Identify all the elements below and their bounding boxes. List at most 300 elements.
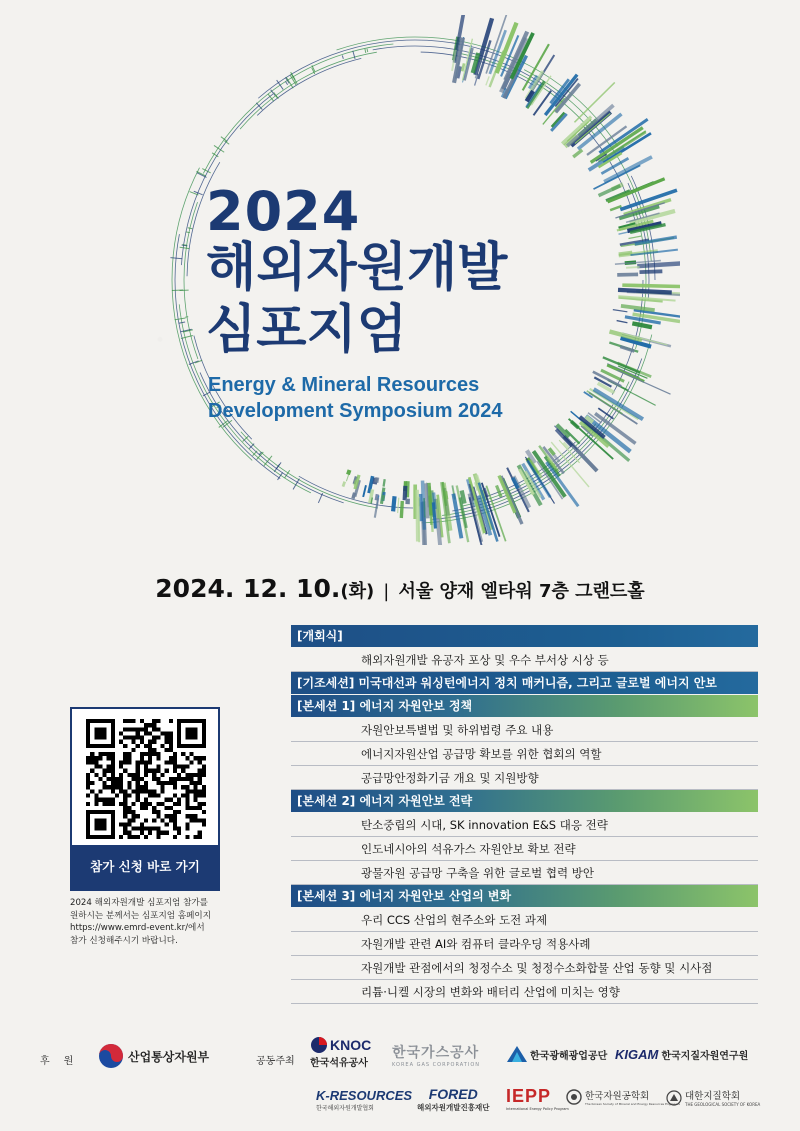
qr-module <box>136 835 140 839</box>
qr-module <box>169 806 173 810</box>
qr-module <box>148 723 152 727</box>
qr-module <box>140 760 144 764</box>
qr-module <box>169 748 173 752</box>
qr-module <box>194 789 198 793</box>
qr-module <box>156 810 160 814</box>
program-schedule <box>291 625 758 1004</box>
qr-module <box>177 802 181 806</box>
qr-module <box>107 777 111 781</box>
qr-module <box>198 756 202 760</box>
ring-spike <box>618 290 672 293</box>
qr-module <box>152 810 156 814</box>
qr-module <box>132 736 136 740</box>
qr-module <box>160 789 164 793</box>
qr-module <box>152 736 156 740</box>
qr-module <box>148 831 152 835</box>
qr-module <box>123 744 127 748</box>
qr-module <box>127 781 131 785</box>
qr-module <box>169 736 173 740</box>
qr-module <box>127 806 131 810</box>
qr-module <box>189 760 193 764</box>
qr-module <box>185 777 189 781</box>
qr-module <box>156 835 160 839</box>
qr-module <box>107 798 111 802</box>
qr-module <box>148 731 152 735</box>
kresources-mark: K-RESOURCES <box>316 1088 413 1103</box>
qr-module <box>194 818 198 822</box>
qr-module <box>107 769 111 773</box>
qr-module <box>152 818 156 822</box>
ring-spike <box>573 150 582 157</box>
qr-module <box>127 756 131 760</box>
qr-module <box>198 831 202 835</box>
qr-module <box>144 789 148 793</box>
qr-module <box>127 727 131 731</box>
qr-module <box>185 785 189 789</box>
qr-module <box>86 756 90 760</box>
qr-module <box>194 781 198 785</box>
qr-card[interactable] <box>70 707 220 891</box>
session-header: [본세션 3] 에너지 자원안보 산업의 변화 <box>291 885 758 907</box>
qr-module <box>156 831 160 835</box>
qr-module <box>194 835 198 839</box>
qr-module <box>173 752 177 756</box>
qr-module <box>140 802 144 806</box>
qr-module <box>86 760 90 764</box>
qr-module <box>119 822 123 826</box>
qr-module <box>156 719 160 723</box>
kresources-name: 한국해외자원개발협회 <box>316 1105 374 1112</box>
qr-module <box>185 827 189 831</box>
sponsor-label: 후원 <box>40 1056 88 1067</box>
qr-module <box>156 769 160 773</box>
qr-module <box>98 798 102 802</box>
ring-spike <box>599 186 621 196</box>
qr-module <box>202 756 206 760</box>
session-header: [개회식] <box>291 625 758 647</box>
ring-spike <box>348 470 350 475</box>
qr-module <box>140 785 144 789</box>
qr-module <box>185 765 189 769</box>
qr-module <box>90 752 94 756</box>
ring-spike <box>170 258 182 259</box>
qr-module <box>148 740 152 744</box>
qr-module <box>132 835 136 839</box>
qr-module <box>189 806 193 810</box>
qr-module <box>169 740 173 744</box>
ring-spike <box>617 321 628 323</box>
qr-module <box>156 752 160 756</box>
qr-module <box>202 769 206 773</box>
knoc-logo <box>310 1036 371 1069</box>
ksme-name: 한국자원공학회 <box>585 1091 650 1102</box>
qr-module <box>127 719 131 723</box>
qr-module <box>202 793 206 797</box>
qr-module <box>189 777 193 781</box>
qr-module <box>98 777 102 781</box>
qr-module <box>140 756 144 760</box>
qr-module <box>189 752 193 756</box>
ring-spike <box>610 206 621 210</box>
qr-module <box>123 752 127 756</box>
qr-module <box>140 740 144 744</box>
qr-module <box>119 765 123 769</box>
ring-spike <box>353 493 355 499</box>
qr-module <box>140 789 144 793</box>
qr-module <box>169 760 173 764</box>
ring-spike <box>188 228 193 229</box>
qr-module <box>107 752 111 756</box>
qr-module <box>127 785 131 789</box>
qr-module <box>111 769 115 773</box>
ring-spike <box>617 228 626 230</box>
qr-module <box>136 760 140 764</box>
qr-module <box>136 781 140 785</box>
qr-module <box>132 789 136 793</box>
event-date: 2024. 12. 10. <box>155 574 341 603</box>
iepp-name: International Energy Policy Program <box>506 1107 569 1111</box>
qr-module <box>136 744 140 748</box>
qr-module <box>119 802 123 806</box>
ring-spike <box>343 482 345 487</box>
qr-module <box>136 798 140 802</box>
qr-module <box>103 802 107 806</box>
qr-module <box>148 827 152 831</box>
qr-module <box>152 769 156 773</box>
session-item: 공급망안정화기금 개요 및 지원방향 <box>291 766 758 790</box>
qr-module <box>173 781 177 785</box>
qr-module <box>127 810 131 814</box>
qr-module <box>173 769 177 773</box>
qr-module <box>152 740 156 744</box>
ring-spike <box>175 318 186 320</box>
qr-module <box>98 765 102 769</box>
qr-module <box>140 806 144 810</box>
qr-module <box>140 831 144 835</box>
qr-module <box>148 769 152 773</box>
kresources-logo <box>316 1088 412 1112</box>
qr-module <box>123 831 127 835</box>
komir-mark-icon <box>507 1046 527 1062</box>
qr-module <box>156 781 160 785</box>
qr-module <box>144 752 148 756</box>
qr-module <box>107 785 111 789</box>
qr-module <box>185 835 189 839</box>
ksme-name-en: The Korean Society of Mineral and Energy Resources Engineers <box>585 1102 680 1106</box>
qr-module <box>189 818 193 822</box>
ring-spike <box>594 389 643 419</box>
qr-module <box>136 773 140 777</box>
qr-module <box>123 806 127 810</box>
qr-module <box>152 752 156 756</box>
kigam-mark: KIGAM <box>615 1047 659 1062</box>
footer <box>0 1030 800 1131</box>
event-venue: 서울 양재 엘타워 7층 그랜드홀 <box>398 581 645 602</box>
qr-module <box>194 814 198 818</box>
qr-module <box>156 802 160 806</box>
qr-module <box>111 756 115 760</box>
qr-module <box>177 827 181 831</box>
qr-module <box>123 802 127 806</box>
ring-spike <box>393 496 394 511</box>
qr-module <box>136 727 140 731</box>
qr-module <box>173 827 177 831</box>
ring-spike <box>221 137 227 142</box>
poster-subtitle-line1: Energy & Mineral Resources <box>208 374 480 396</box>
qr-module <box>177 831 181 835</box>
kogas-logo <box>392 1042 480 1068</box>
qr-module <box>156 827 160 831</box>
qr-module <box>148 789 152 793</box>
qr-module <box>169 818 173 822</box>
qr-module <box>136 793 140 797</box>
kigam-logo <box>615 1047 748 1062</box>
qr-module <box>165 781 169 785</box>
poster-title-line1: 해외자원개발 <box>206 238 508 298</box>
session-item: 탄소중립의 시대, SK innovation E&S 대응 전략 <box>291 813 758 837</box>
qr-module <box>165 814 169 818</box>
qr-module <box>140 752 144 756</box>
ring-spike <box>496 485 501 497</box>
qr-module <box>152 827 156 831</box>
qr-module <box>156 765 160 769</box>
qr-module <box>144 744 148 748</box>
qr-module <box>103 798 107 802</box>
qr-note-line: 원하시는 분께서는 심포지엄 홈페이지 <box>70 910 212 921</box>
gsk-emblem-icon <box>666 1090 682 1106</box>
qr-module <box>202 802 206 806</box>
qr-module <box>189 814 193 818</box>
session-item: 우리 CCS 산업의 현주소와 도전 과제 <box>291 908 758 932</box>
qr-module <box>94 765 98 769</box>
ring-spike <box>429 483 431 516</box>
qr-module <box>144 769 148 773</box>
gsk-name: 대한지질학회 <box>685 1091 741 1102</box>
qr-module <box>123 814 127 818</box>
qr-module <box>86 773 90 777</box>
qr-module <box>115 785 119 789</box>
qr-module <box>111 802 115 806</box>
qr-module <box>198 802 202 806</box>
register-button[interactable]: 참가 신청 바로 가기 <box>72 845 218 889</box>
qr-module <box>169 719 173 723</box>
qr-module <box>90 781 94 785</box>
qr-module <box>107 765 111 769</box>
qr-module <box>86 802 90 806</box>
qr-module <box>132 810 136 814</box>
qr-module <box>148 760 152 764</box>
fored-mark: FORED <box>428 1086 478 1102</box>
qr-module <box>123 827 127 831</box>
qr-module <box>132 773 136 777</box>
qr-module <box>198 777 202 781</box>
ring-spike <box>365 49 366 53</box>
qr-module <box>132 777 136 781</box>
ksme-emblem-icon <box>566 1089 582 1105</box>
qr-module <box>127 831 131 835</box>
qr-module <box>86 781 90 785</box>
poster-year: 2024 <box>206 180 361 243</box>
qr-module <box>140 827 144 831</box>
ring-spike <box>417 490 418 542</box>
qr-module <box>169 744 173 748</box>
qr-module <box>123 727 127 731</box>
qr-module <box>94 760 98 764</box>
qr-module <box>132 827 136 831</box>
qr-module <box>103 781 107 785</box>
qr-module <box>86 785 90 789</box>
qr-module <box>144 760 148 764</box>
poster-title-line2: 심포지엄 <box>206 300 407 360</box>
qr-module <box>136 769 140 773</box>
qr-module <box>94 798 98 802</box>
session-item: 자원개발 관점에서의 청정수소 및 청정수소화합물 산업 동향 및 시사점 <box>291 956 758 980</box>
qr-module <box>148 752 152 756</box>
qr-note-url: https://www.emrd-event.kr/에서 <box>70 923 205 933</box>
qr-module <box>156 727 160 731</box>
event-day: (화) <box>340 581 375 602</box>
session-item: 광물자원 공급망 구축을 위한 글로벌 협력 방안 <box>291 861 758 885</box>
qr-module <box>194 798 198 802</box>
ring-spike <box>383 495 384 501</box>
qr-module <box>127 818 131 822</box>
qr-note-line: 2024 해외자원개발 심포지엄 참가를 <box>70 898 208 908</box>
qr-module <box>127 760 131 764</box>
qr-module <box>144 731 148 735</box>
taegeuk-icon <box>98 1043 124 1069</box>
ring-spike <box>637 263 680 266</box>
qr-module <box>194 756 198 760</box>
komir-logo <box>507 1046 607 1062</box>
ring-spike <box>318 493 322 503</box>
ring-spike <box>613 310 628 312</box>
kogas-name-en: KOREA GAS CORPORATION <box>392 1062 481 1068</box>
qr-module <box>177 810 181 814</box>
qr-module <box>115 793 119 797</box>
ring-spike <box>384 479 385 486</box>
ring-spike <box>179 322 186 323</box>
qr-module <box>185 798 189 802</box>
qr-module <box>165 740 169 744</box>
qr-module <box>103 752 107 756</box>
komir-name: 한국광해광업공단 <box>530 1050 608 1062</box>
ring-spike <box>180 247 190 248</box>
qr-module <box>169 798 173 802</box>
qr-module <box>132 719 136 723</box>
qr-module <box>103 769 107 773</box>
qr-module <box>140 736 144 740</box>
ring-spike <box>182 245 186 246</box>
qr-module <box>185 773 189 777</box>
session-header: [본세션 1] 에너지 자원안보 정책 <box>291 695 758 717</box>
qr-module <box>111 785 115 789</box>
iepp-logo <box>506 1086 569 1111</box>
qr-module <box>123 822 127 826</box>
qr-module <box>156 777 160 781</box>
qr-module <box>94 802 98 806</box>
qr-module <box>132 802 136 806</box>
qr-module <box>173 810 177 814</box>
ring-spike <box>464 48 472 80</box>
session-item: 자원개발 관련 AI와 컴퓨터 클라우딩 적용사례 <box>291 932 758 956</box>
qr-module <box>173 822 177 826</box>
qr-module <box>152 727 156 731</box>
qr-module <box>127 793 131 797</box>
ring-spike <box>426 483 428 518</box>
session-header: [기조세션] 미국대선과 워싱턴에너지 정치 매커니즘, 그리고 글로벌 에너지 안보 <box>291 672 758 694</box>
qr-module <box>165 736 169 740</box>
qr-module <box>119 789 123 793</box>
qr-module <box>144 773 148 777</box>
qr-finder <box>185 727 197 739</box>
qr-module <box>111 773 115 777</box>
qr-module <box>152 806 156 810</box>
session-item: 인도네시아의 석유가스 자원안보 확보 전략 <box>291 837 758 861</box>
qr-module <box>107 756 111 760</box>
qr-module <box>148 802 152 806</box>
qr-module <box>111 777 115 781</box>
qr-module <box>98 789 102 793</box>
qr-module <box>123 798 127 802</box>
qr-module <box>194 785 198 789</box>
qr-module <box>111 765 115 769</box>
session-item: 해외자원개발 유공자 포상 및 우수 부서상 시상 등 <box>291 648 758 672</box>
qr-module <box>148 744 152 748</box>
qr-module <box>90 789 94 793</box>
qr-module <box>156 756 160 760</box>
qr-note-line: 참가 신청해주시기 바랍니다. <box>70 935 178 946</box>
qr-module <box>127 752 131 756</box>
qr-module <box>123 793 127 797</box>
ring-spike <box>622 285 680 286</box>
qr-module <box>148 793 152 797</box>
qr-module <box>127 736 131 740</box>
qr-module <box>144 723 148 727</box>
qr-module <box>160 831 164 835</box>
qr-module <box>132 748 136 752</box>
ring-spike <box>423 481 425 530</box>
qr-module <box>173 818 177 822</box>
event-separator: | <box>383 581 390 602</box>
qr-module <box>156 736 160 740</box>
qr-module <box>165 748 169 752</box>
session-item: 리튬·니켈 시장의 변화와 배터리 산업에 미치는 영향 <box>291 980 758 1004</box>
qr-module <box>136 789 140 793</box>
qr-module <box>177 773 181 777</box>
qr-module <box>136 765 140 769</box>
qr-module <box>127 773 131 777</box>
qr-module <box>181 777 185 781</box>
ring-spike <box>405 486 406 500</box>
ring-spike <box>401 501 402 518</box>
iepp-mark: IEPP <box>506 1086 552 1106</box>
qr-module <box>181 785 185 789</box>
qr-module <box>165 760 169 764</box>
qr-module <box>202 818 206 822</box>
qr-code[interactable] <box>86 719 206 839</box>
qr-module <box>185 793 189 797</box>
qr-module <box>103 785 107 789</box>
qr-module <box>111 781 115 785</box>
qr-module <box>144 765 148 769</box>
kogas-name: 한국가스공사 <box>392 1045 480 1061</box>
qr-module <box>185 822 189 826</box>
qr-module <box>119 760 123 764</box>
qr-module <box>152 773 156 777</box>
qr-module <box>194 793 198 797</box>
qr-module <box>140 727 144 731</box>
qr-module <box>185 814 189 818</box>
